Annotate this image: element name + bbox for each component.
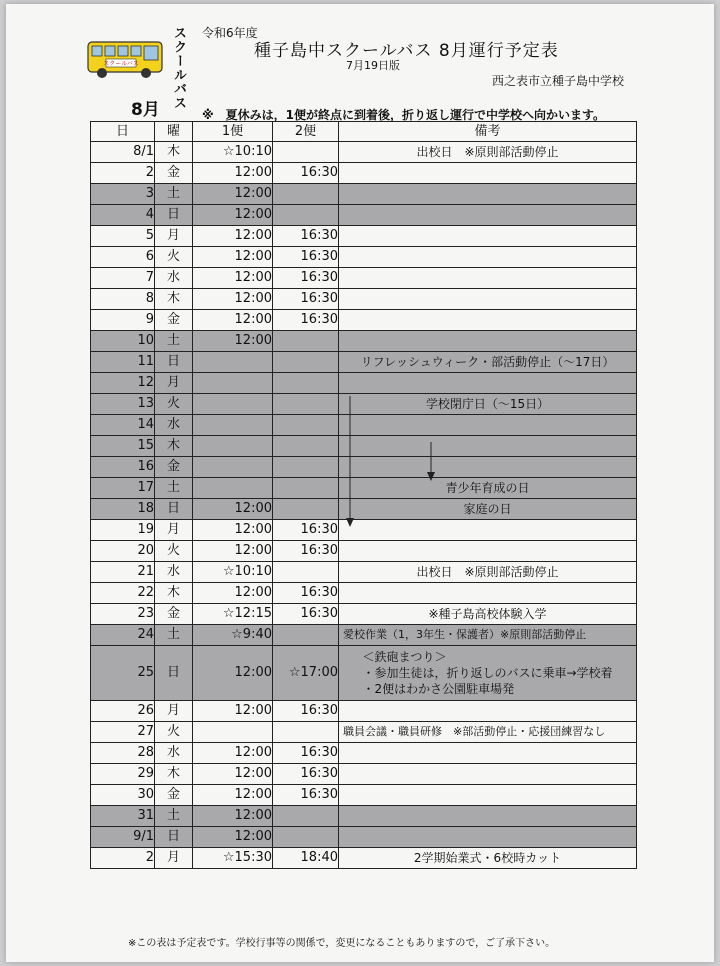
day-cell: 9 bbox=[91, 310, 155, 331]
weekday-cell: 火 bbox=[155, 541, 193, 562]
summer-note: ※ 夏休みは，1便が終点に到着後，折り返し運行で中学校へ向かいます。 bbox=[202, 108, 606, 122]
table-row bbox=[91, 247, 637, 268]
day-cell: 22 bbox=[91, 583, 155, 604]
weekday-cell: 金 bbox=[155, 785, 193, 806]
remark-cell bbox=[339, 583, 637, 604]
day-cell: 28 bbox=[91, 743, 155, 764]
trip2-cell: 18:40 bbox=[273, 848, 339, 869]
remark-cell: 2学期始業式・6校時カット bbox=[339, 848, 637, 869]
day-cell: 27 bbox=[91, 722, 155, 743]
table-row bbox=[91, 785, 637, 806]
month-label: 8月 bbox=[131, 100, 160, 120]
weekday-cell: 日 bbox=[155, 646, 193, 701]
trip2-cell bbox=[273, 625, 339, 646]
table-row bbox=[91, 701, 637, 722]
trip1-cell bbox=[193, 457, 273, 478]
day-cell: 11 bbox=[91, 352, 155, 373]
remark-cell bbox=[339, 646, 637, 701]
trip1-cell: 12:00 bbox=[193, 785, 273, 806]
weekday-cell: 金 bbox=[155, 310, 193, 331]
day-cell: 4 bbox=[91, 205, 155, 226]
day-cell: 9/1 bbox=[91, 827, 155, 848]
weekday-cell: 月 bbox=[155, 226, 193, 247]
remark-cell bbox=[339, 457, 637, 478]
table-row bbox=[91, 583, 637, 604]
trip1-cell bbox=[193, 436, 273, 457]
remark-cell: 職員会議・職員研修 ※部活動停止・応援団練習なし bbox=[339, 722, 637, 743]
trip1-cell bbox=[193, 394, 273, 415]
trip1-cell: 12:00 bbox=[193, 499, 273, 520]
weekday-cell: 日 bbox=[155, 352, 193, 373]
trip1-cell bbox=[193, 478, 273, 499]
day-cell: 17 bbox=[91, 478, 155, 499]
day-cell: 25 bbox=[91, 646, 155, 701]
trip1-cell: 12:00 bbox=[193, 331, 273, 352]
trip1-cell: ☆15:30 bbox=[193, 848, 273, 869]
table-row bbox=[91, 499, 637, 520]
weekday-cell: 木 bbox=[155, 764, 193, 785]
trip2-cell bbox=[273, 394, 339, 415]
remark-cell bbox=[339, 247, 637, 268]
trip2-cell: 16:30 bbox=[273, 764, 339, 785]
trip1-cell bbox=[193, 722, 273, 743]
remark-cell bbox=[339, 743, 637, 764]
day-cell: 18 bbox=[91, 499, 155, 520]
trip1-cell bbox=[193, 415, 273, 436]
remark-line: ＜鉄砲まつり＞ bbox=[362, 650, 447, 664]
day-cell: 26 bbox=[91, 701, 155, 722]
table-row bbox=[91, 415, 637, 436]
trip1-cell: 12:00 bbox=[193, 163, 273, 184]
weekday-cell: 木 bbox=[155, 289, 193, 310]
trip2-cell: 16:30 bbox=[273, 310, 339, 331]
school-name: 西之表市立種子島中学校 bbox=[492, 74, 625, 88]
day-cell: 2 bbox=[91, 163, 155, 184]
trip2-cell bbox=[273, 352, 339, 373]
remark-cell bbox=[339, 268, 637, 289]
header-trip1: 1便 bbox=[193, 122, 273, 142]
weekday-cell: 月 bbox=[155, 701, 193, 722]
table-row bbox=[91, 562, 637, 583]
weekday-cell: 水 bbox=[155, 743, 193, 764]
trip2-cell: 16:30 bbox=[273, 163, 339, 184]
trip1-cell: ☆9:40 bbox=[193, 625, 273, 646]
weekday-cell: 水 bbox=[155, 562, 193, 583]
trip1-cell bbox=[193, 373, 273, 394]
trip1-cell: 12:00 bbox=[193, 184, 273, 205]
remark-line: ・2便はわかさ公園駐車場発 bbox=[362, 682, 515, 696]
remark-cell bbox=[339, 226, 637, 247]
table-row bbox=[91, 310, 637, 331]
day-cell: 24 bbox=[91, 625, 155, 646]
day-cell: 5 bbox=[91, 226, 155, 247]
page-title: 種子島中スクールバス 8月運行予定表 bbox=[254, 41, 559, 61]
trip2-cell: 16:30 bbox=[273, 583, 339, 604]
remark-cell: 青少年育成の日 bbox=[339, 478, 637, 499]
table-row bbox=[91, 142, 637, 163]
weekday-cell: 水 bbox=[155, 268, 193, 289]
version-label: 7月19日版 bbox=[346, 59, 400, 72]
bus-sign: スクールバス bbox=[103, 60, 139, 68]
weekday-cell: 月 bbox=[155, 848, 193, 869]
trip1-cell: 12:00 bbox=[193, 583, 273, 604]
weekday-cell: 日 bbox=[155, 205, 193, 226]
day-cell: 3 bbox=[91, 184, 155, 205]
trip2-cell: 16:30 bbox=[273, 743, 339, 764]
trip2-cell bbox=[273, 827, 339, 848]
weekday-cell: 土 bbox=[155, 478, 193, 499]
remark-cell bbox=[339, 373, 637, 394]
remark-cell bbox=[339, 184, 637, 205]
vertical-label: スクールバス bbox=[171, 26, 186, 110]
remark-cell bbox=[339, 289, 637, 310]
weekday-cell: 金 bbox=[155, 457, 193, 478]
table-row bbox=[91, 604, 637, 625]
table-row bbox=[91, 226, 637, 247]
day-cell: 16 bbox=[91, 457, 155, 478]
remark-line: ・参加生徒は，折り返しのバスに乗車→学校着 bbox=[362, 666, 613, 680]
trip2-cell bbox=[273, 457, 339, 478]
remark-cell bbox=[339, 415, 637, 436]
trip2-cell: 16:30 bbox=[273, 541, 339, 562]
trip1-cell: 12:00 bbox=[193, 520, 273, 541]
table-row bbox=[91, 827, 637, 848]
table-row bbox=[91, 625, 637, 646]
remark-lines bbox=[362, 649, 612, 697]
trip1-cell: 12:00 bbox=[193, 226, 273, 247]
table-row bbox=[91, 457, 637, 478]
trip1-cell: ☆12:15 bbox=[193, 604, 273, 625]
trip2-cell bbox=[273, 499, 339, 520]
weekday-cell: 土 bbox=[155, 625, 193, 646]
remark-cell bbox=[339, 701, 637, 722]
remark-cell: 家庭の日 bbox=[339, 499, 637, 520]
trip2-cell bbox=[273, 184, 339, 205]
remark-cell: 出校日 ※原則部活動停止 bbox=[339, 562, 637, 583]
weekday-cell: 日 bbox=[155, 499, 193, 520]
weekday-cell: 水 bbox=[155, 415, 193, 436]
weekday-cell: 木 bbox=[155, 583, 193, 604]
trip1-cell: 12:00 bbox=[193, 541, 273, 562]
weekday-cell: 月 bbox=[155, 520, 193, 541]
table-row bbox=[91, 806, 637, 827]
header-remarks: 備考 bbox=[339, 122, 637, 142]
day-cell: 13 bbox=[91, 394, 155, 415]
remark-cell bbox=[339, 163, 637, 184]
remark-cell bbox=[339, 827, 637, 848]
table-row bbox=[91, 743, 637, 764]
weekday-cell: 土 bbox=[155, 331, 193, 352]
day-cell: 23 bbox=[91, 604, 155, 625]
table-row bbox=[91, 478, 637, 499]
weekday-cell: 土 bbox=[155, 806, 193, 827]
weekday-cell: 土 bbox=[155, 184, 193, 205]
day-cell: 7 bbox=[91, 268, 155, 289]
trip1-cell: 12:00 bbox=[193, 247, 273, 268]
trip1-cell: 12:00 bbox=[193, 764, 273, 785]
table-row bbox=[91, 289, 637, 310]
weekday-cell: 金 bbox=[155, 604, 193, 625]
trip1-cell: 12:00 bbox=[193, 205, 273, 226]
trip2-cell bbox=[273, 331, 339, 352]
table-row bbox=[91, 541, 637, 562]
weekday-cell: 金 bbox=[155, 163, 193, 184]
trip2-cell bbox=[273, 722, 339, 743]
weekday-cell: 木 bbox=[155, 436, 193, 457]
day-cell: 15 bbox=[91, 436, 155, 457]
table-row bbox=[91, 373, 637, 394]
trip2-cell: 16:30 bbox=[273, 268, 339, 289]
trip2-cell bbox=[273, 436, 339, 457]
trip1-cell: 12:00 bbox=[193, 268, 273, 289]
remark-cell: リフレッシュウィーク・部活動停止（～17日） bbox=[339, 352, 637, 373]
remark-cell bbox=[339, 436, 637, 457]
remark-cell: 学校閉庁日（～15日） bbox=[339, 394, 637, 415]
day-cell: 6 bbox=[91, 247, 155, 268]
trip1-cell: 12:00 bbox=[193, 310, 273, 331]
header-weekday: 曜 bbox=[155, 122, 193, 142]
remark-cell bbox=[339, 785, 637, 806]
table-row bbox=[91, 394, 637, 415]
remark-cell bbox=[339, 764, 637, 785]
remark-cell: 愛校作業（1，3年生・保護者）※原則部活動停止 bbox=[339, 625, 637, 646]
remark-cell bbox=[339, 310, 637, 331]
trip1-cell: 12:00 bbox=[193, 743, 273, 764]
weekday-cell: 月 bbox=[155, 373, 193, 394]
remark-cell bbox=[339, 331, 637, 352]
trip2-cell bbox=[273, 806, 339, 827]
day-cell: 14 bbox=[91, 415, 155, 436]
table-row bbox=[91, 848, 637, 869]
weekday-cell: 火 bbox=[155, 394, 193, 415]
trip2-cell bbox=[273, 415, 339, 436]
header-trip2: 2便 bbox=[273, 122, 339, 142]
header-day: 日 bbox=[91, 122, 155, 142]
weekday-cell: 日 bbox=[155, 827, 193, 848]
table-row bbox=[91, 331, 637, 352]
trip1-cell: 12:00 bbox=[193, 289, 273, 310]
trip2-cell bbox=[273, 142, 339, 163]
trip2-cell: 16:30 bbox=[273, 701, 339, 722]
remark-cell: 出校日 ※原則部活動停止 bbox=[339, 142, 637, 163]
day-cell: 10 bbox=[91, 331, 155, 352]
table-row bbox=[91, 764, 637, 785]
day-cell: 19 bbox=[91, 520, 155, 541]
era-label: 令和6年度 bbox=[202, 26, 258, 40]
day-cell: 31 bbox=[91, 806, 155, 827]
trip2-cell: 16:30 bbox=[273, 247, 339, 268]
table-row bbox=[91, 268, 637, 289]
table-row bbox=[91, 722, 637, 743]
day-cell: 2 bbox=[91, 848, 155, 869]
trip1-cell: ☆10:10 bbox=[193, 142, 273, 163]
table-row bbox=[91, 520, 637, 541]
table-row bbox=[91, 436, 637, 457]
weekday-cell: 火 bbox=[155, 247, 193, 268]
day-cell: 30 bbox=[91, 785, 155, 806]
table-header-row bbox=[91, 122, 637, 142]
remark-cell bbox=[339, 520, 637, 541]
day-cell: 21 bbox=[91, 562, 155, 583]
weekday-cell: 木 bbox=[155, 142, 193, 163]
trip1-cell: 12:00 bbox=[193, 806, 273, 827]
day-cell: 20 bbox=[91, 541, 155, 562]
remark-cell bbox=[339, 205, 637, 226]
trip2-cell bbox=[273, 478, 339, 499]
trip2-cell: 16:30 bbox=[273, 520, 339, 541]
day-cell: 12 bbox=[91, 373, 155, 394]
day-cell: 8 bbox=[91, 289, 155, 310]
trip2-cell: ☆17:00 bbox=[273, 646, 339, 701]
weekday-cell: 火 bbox=[155, 722, 193, 743]
trip1-cell: 12:00 bbox=[193, 646, 273, 701]
trip1-cell bbox=[193, 352, 273, 373]
remark-cell bbox=[339, 806, 637, 827]
footnote: ※この表は予定表です。学校行事等の関係で，変更になることもありますので，ご了承下さい。 bbox=[128, 938, 556, 949]
trip2-cell bbox=[273, 562, 339, 583]
trip2-cell: 16:30 bbox=[273, 604, 339, 625]
trip1-cell: 12:00 bbox=[193, 701, 273, 722]
trip2-cell bbox=[273, 373, 339, 394]
trip1-cell: 12:00 bbox=[193, 827, 273, 848]
school-bus-icon bbox=[86, 38, 166, 80]
day-cell: 29 bbox=[91, 764, 155, 785]
trip2-cell: 16:30 bbox=[273, 289, 339, 310]
table-row bbox=[91, 646, 637, 701]
bus-schedule-table bbox=[90, 121, 637, 869]
remark-cell bbox=[339, 541, 637, 562]
trip2-cell: 16:30 bbox=[273, 226, 339, 247]
trip2-cell: 16:30 bbox=[273, 785, 339, 806]
table-row bbox=[91, 163, 637, 184]
trip2-cell bbox=[273, 205, 339, 226]
table-row bbox=[91, 205, 637, 226]
trip1-cell: ☆10:10 bbox=[193, 562, 273, 583]
table-row bbox=[91, 184, 637, 205]
day-cell: 8/1 bbox=[91, 142, 155, 163]
table-row bbox=[91, 352, 637, 373]
remark-cell: ※種子島高校体験入学 bbox=[339, 604, 637, 625]
